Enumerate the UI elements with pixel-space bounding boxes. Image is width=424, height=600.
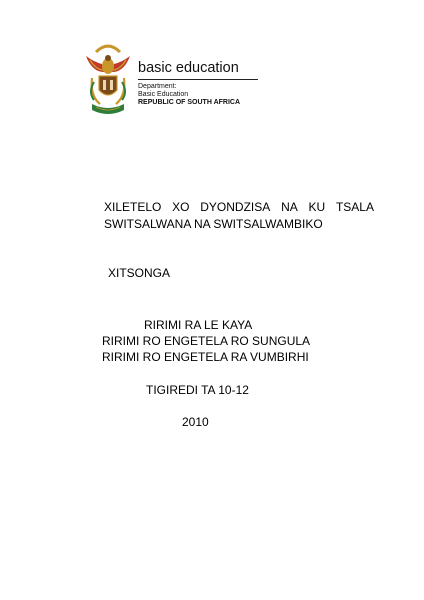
title-word: DYONDZISA [200, 200, 271, 214]
department-label: Department: [138, 83, 177, 90]
title-word: TSALA [335, 200, 374, 214]
brand-divider [138, 79, 258, 80]
title-word: KU [308, 200, 326, 214]
language-name: XITSONGA [108, 266, 171, 280]
department-name: Basic Education [138, 91, 189, 98]
document-title-line-2: SWITSALWANA NA SWITSALWAMBIKO [104, 217, 323, 231]
brand-title: basic education [138, 60, 239, 76]
language-level-home: RIRIMI RA LE KAYA [144, 318, 253, 332]
document-title-line-1 [104, 200, 374, 214]
coat-of-arms-icon [82, 42, 134, 120]
country-name: REPUBLIC OF SOUTH AFRICA [138, 99, 241, 106]
grade-range: TIGIREDI TA 10-12 [146, 383, 249, 397]
title-word: NA [281, 200, 298, 214]
language-level-second-additional: RIRIMI RO ENGETELA RA VUMBIRHI [102, 350, 309, 364]
brand-block [138, 60, 258, 107]
department-logo [82, 42, 262, 122]
publication-year: 2010 [182, 415, 209, 429]
title-word: XILETELO [104, 200, 162, 214]
language-level-first-additional: RIRIMI RO ENGETELA RO SUNGULA [102, 334, 311, 348]
title-word: XO [172, 200, 190, 214]
